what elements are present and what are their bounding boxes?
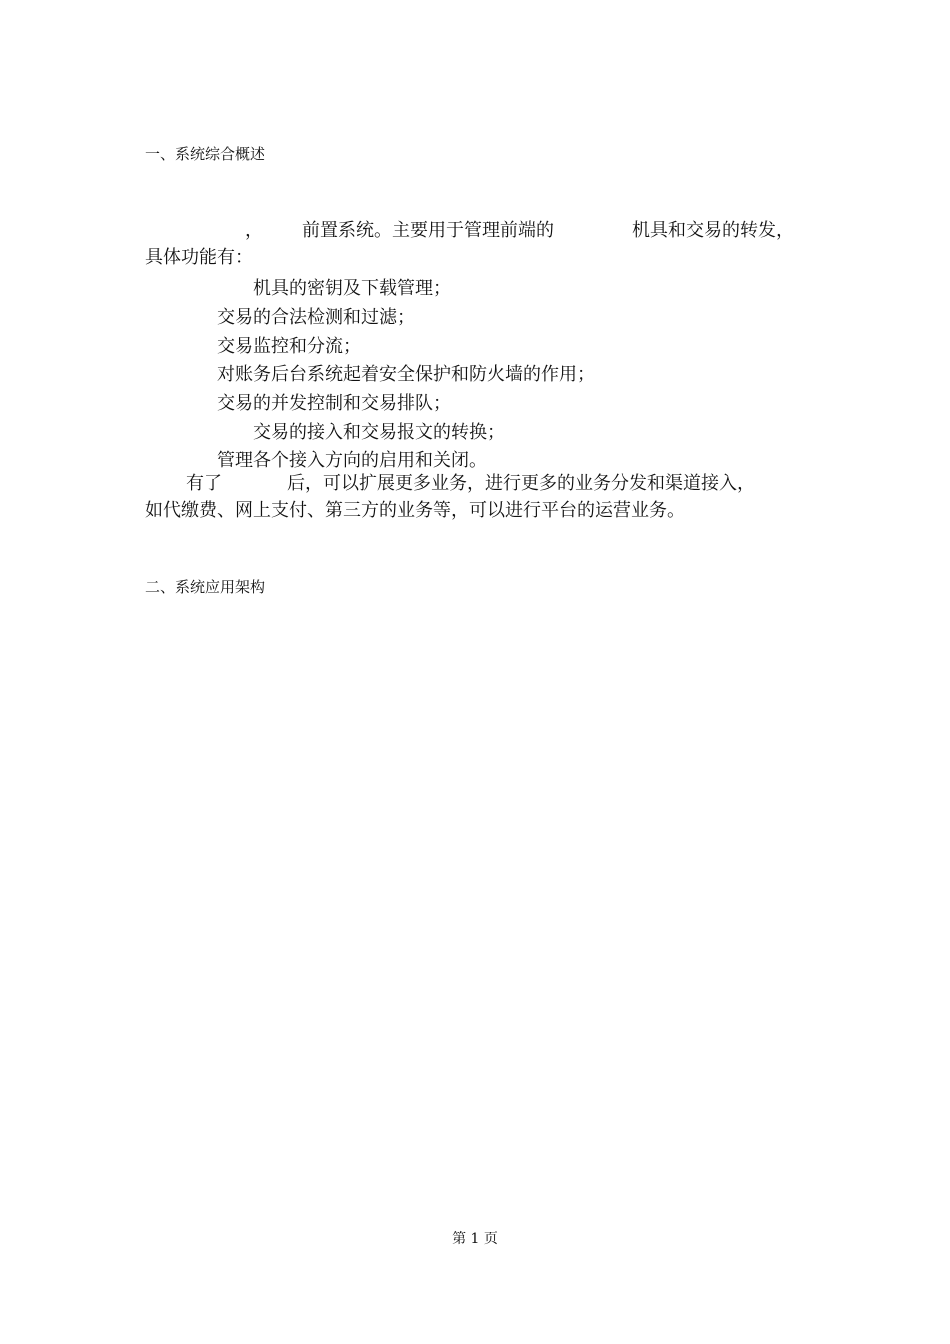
intro-comma: ， (245, 220, 263, 241)
intro-text-part-1: 前置系统。主要用于管理前端的 (302, 220, 554, 241)
feature-item: 管理各个接入方向的启用和关闭。 (217, 450, 487, 471)
intro-line-2: 具体功能有： (145, 247, 253, 268)
feature-item: 机具的密钥及下载管理； (253, 278, 451, 299)
feature-item: 对账务后台系统起着安全保护和防火墙的作用； (217, 364, 595, 385)
closing-line-2: 如代缴费、网上支付、第三方的业务等，可以进行平台的运营业务。 (145, 500, 685, 521)
feature-item: 交易监控和分流； (217, 336, 361, 357)
intro-text-part-2: 机具和交易的转发， (632, 220, 794, 241)
feature-item: 交易的合法检测和过滤； (217, 307, 415, 328)
feature-item: 交易的并发控制和交易排队； (217, 393, 451, 414)
closing-text-part-2: 后，可以扩展更多业务，进行更多的业务分发和渠道接入， (287, 473, 755, 494)
closing-text-part-1: 有了 (186, 473, 222, 494)
section-heading-architecture: 二、系统应用架构 (145, 578, 266, 596)
feature-item: 交易的接入和交易报文的转换； (253, 422, 505, 443)
section-heading-overview: 一、系统综合概述 (145, 145, 266, 163)
page-number: 第 1 页 (452, 1231, 498, 1247)
